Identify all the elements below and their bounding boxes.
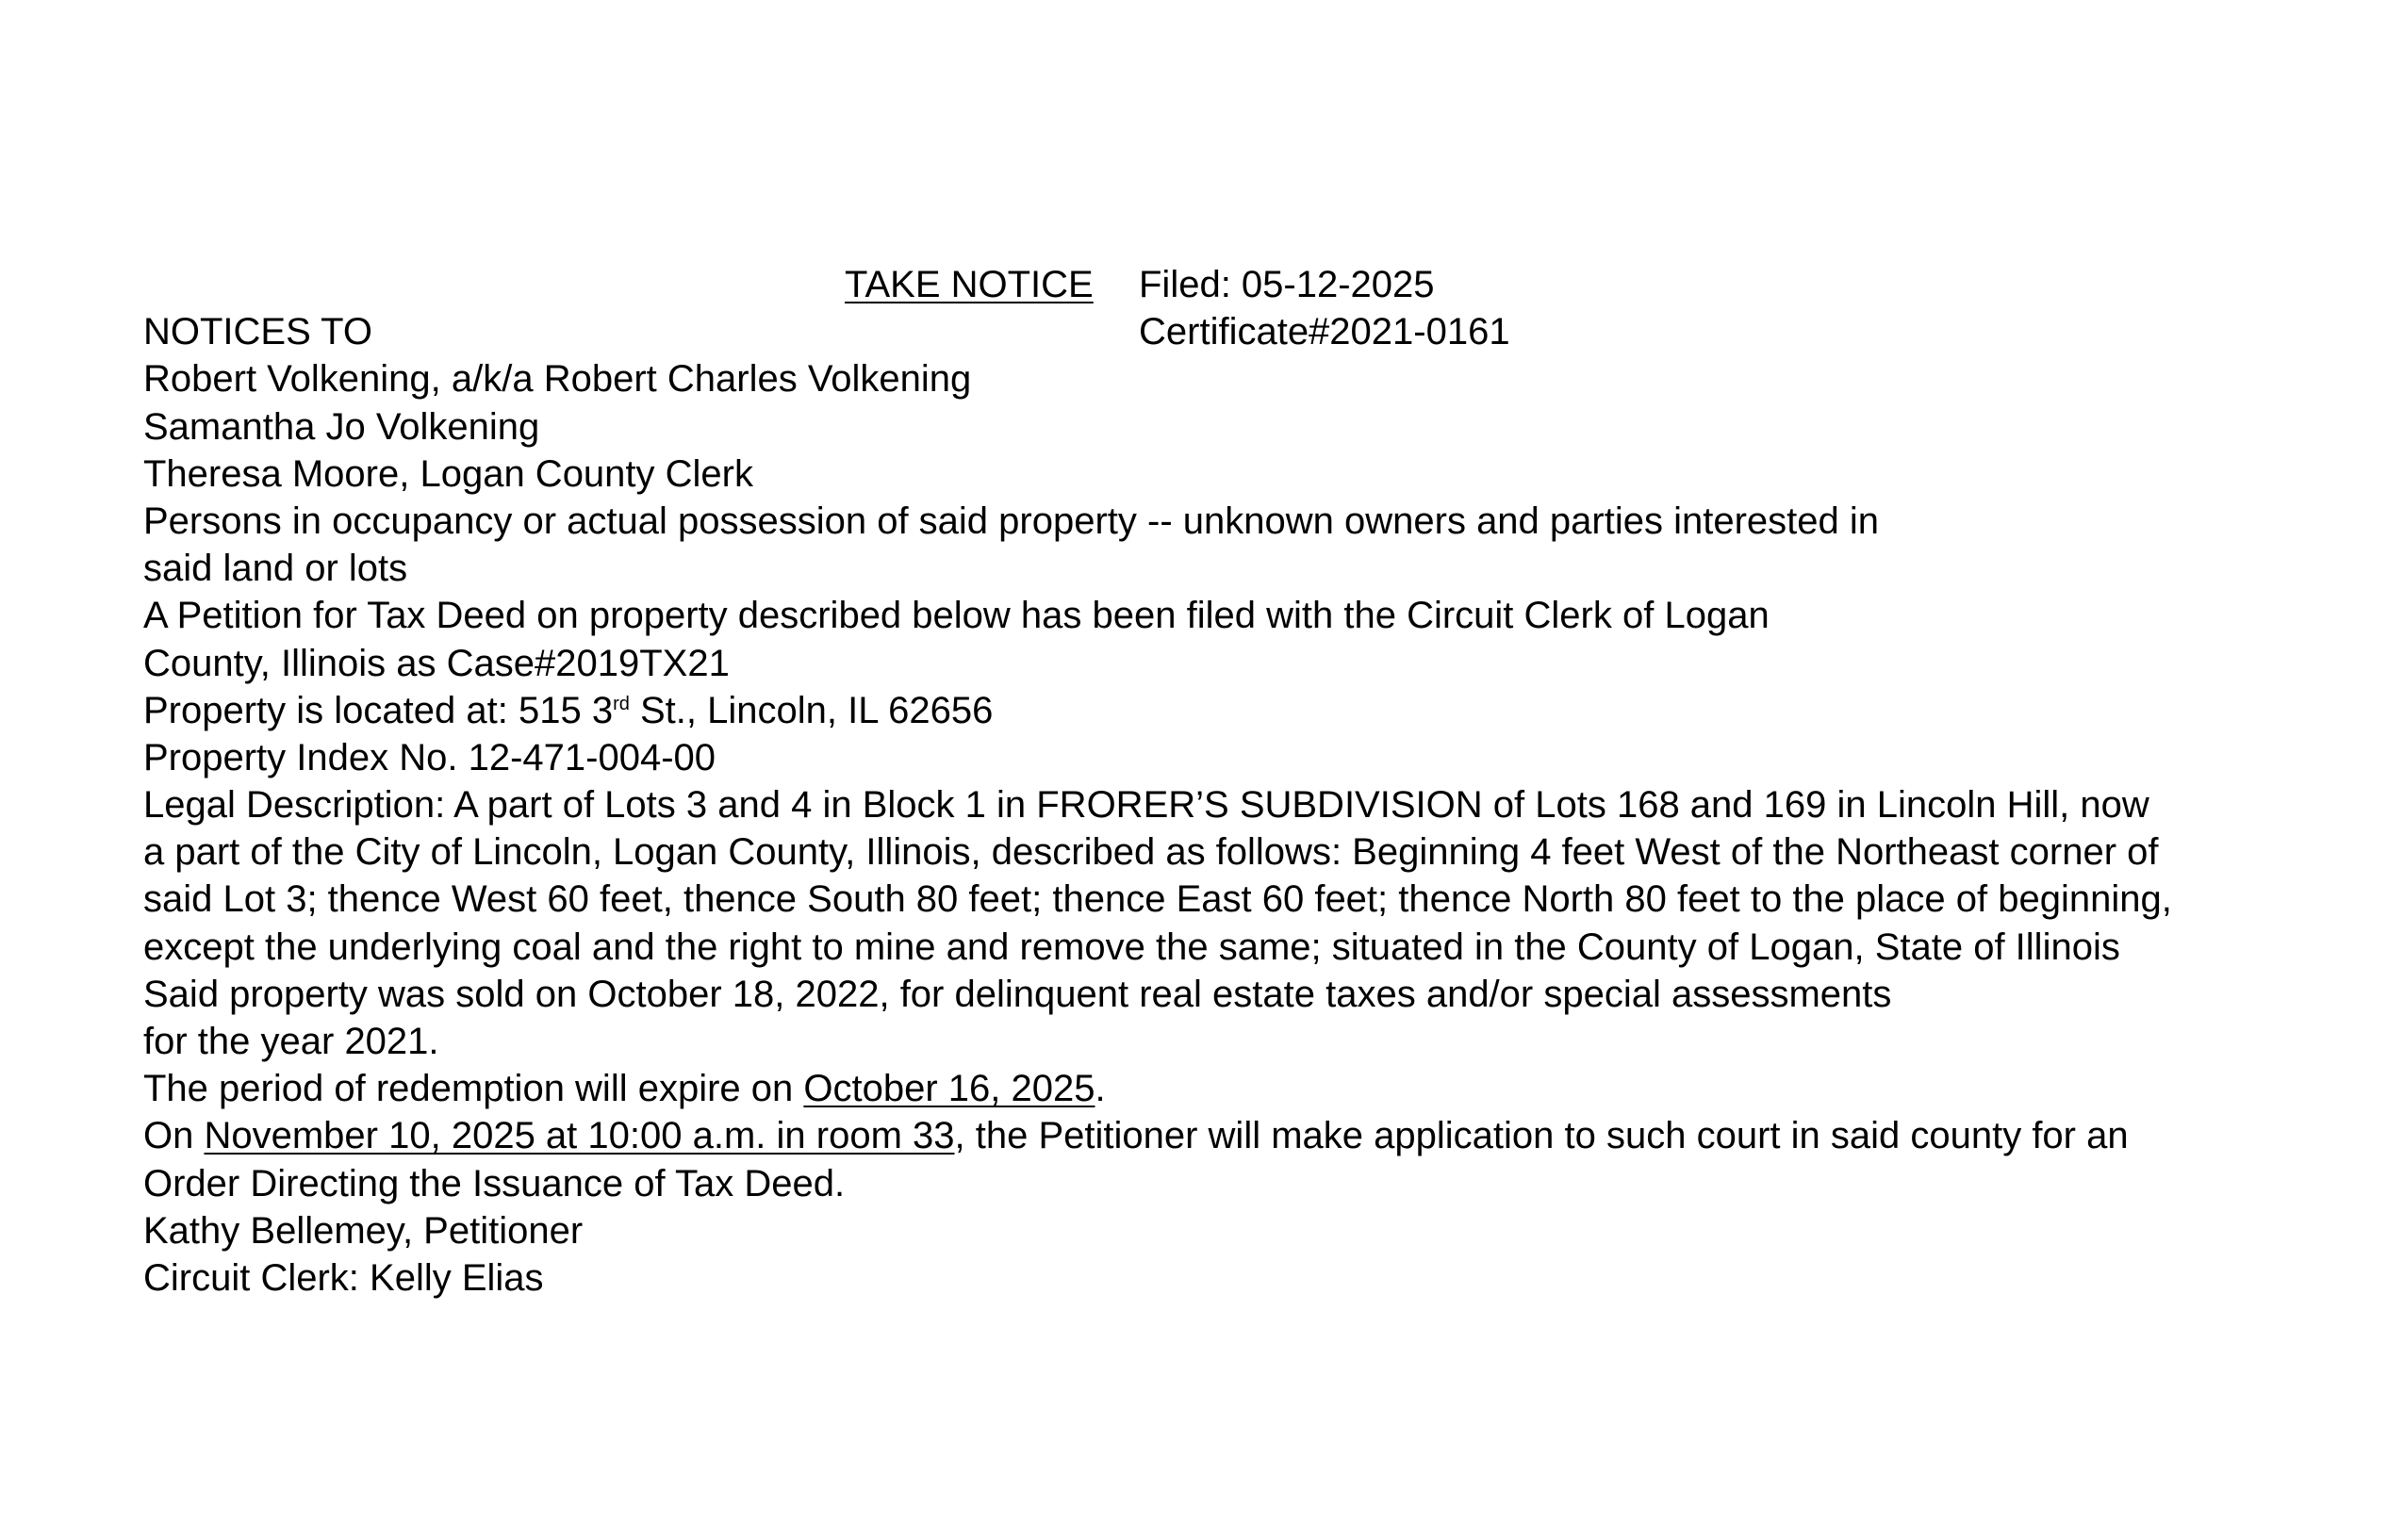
notices-to-label: NOTICES TO — [143, 311, 373, 353]
hearing-prefix: On — [143, 1115, 205, 1157]
property-location — [143, 687, 2312, 734]
sale-text: for the year 2021. — [143, 1021, 439, 1062]
filed-date: Filed: 05-12-2025 — [1139, 264, 1435, 305]
legal-description: said Lot 3; thence West 60 feet, thence South 80 feet; thence East 60 feet; thence North 80 feet to the place of beginning, — [143, 878, 2172, 921]
location-text: St., Lincoln, IL 62656 — [629, 689, 994, 731]
hearing-text — [143, 1112, 2312, 1159]
recipient: said land or lots — [143, 548, 408, 590]
notice-header-row — [143, 261, 2312, 308]
tax-deed-notice — [143, 261, 2312, 1302]
recipient: Robert Volkening, a/k/a Robert Charles Volkening — [143, 358, 972, 401]
legal-description: except the underlying coal and the right to mine and remove the same; situated in the County of Logan, State of Illinois — [143, 926, 2120, 968]
certificate-number: Certificate#2021-0161 — [1139, 311, 1510, 353]
recipient: Samantha Jo Volkening — [143, 405, 540, 448]
petitioner-signature: Kathy Bellemey, Petitioner — [143, 1209, 584, 1252]
petition-text: County, Illinois as Case#2019TX21 — [143, 642, 730, 684]
redemption-suffix: . — [1095, 1068, 1106, 1110]
recipient: Theresa Moore, Logan County Clerk — [143, 452, 753, 495]
property-index: Property Index No. 12-471-004-00 — [143, 736, 716, 778]
legal-description: a part of the City of Lincoln, Logan County, Illinois, described as follows: Beginning 4 feet West of the Northeast corner of — [143, 831, 2159, 874]
sale-text: Said property was sold on October 18, 2022, for delinquent real estate taxes and/or special assessments — [143, 973, 1892, 1015]
redemption-prefix: The period of redemption will expire on — [143, 1068, 804, 1110]
redemption-text — [143, 1065, 2312, 1112]
petition-text: A Petition for Tax Deed on property described below has been filed with the Circuit Clerk of Logan — [143, 595, 1770, 637]
ordinal-suffix: rd — [613, 693, 630, 714]
notices-to-row — [143, 308, 2312, 355]
recipient: Persons in occupancy or actual possession of said property -- unknown owners and parties interested in — [143, 500, 1879, 542]
legal-description: Legal Description: A part of Lots 3 and 4 in Block 1 in FRORER’S SUBDIVISION of Lots 168 and 169 in Lincoln Hill, now — [143, 784, 2149, 827]
notice-title: TAKE NOTICE — [845, 264, 1094, 305]
redemption-date: October 16, 2025 — [803, 1068, 1095, 1110]
circuit-clerk: Circuit Clerk: Kelly Elias — [143, 1256, 544, 1299]
hearing-suffix: , the Petitioner will make application to such court in said county for an — [954, 1115, 2129, 1157]
hearing-text: Order Directing the Issuance of Tax Deed. — [143, 1162, 846, 1204]
location-text: Property is located at: 515 3 — [143, 689, 614, 731]
hearing-date: November 10, 2025 at 10:00 a.m. in room 33 — [204, 1115, 955, 1157]
